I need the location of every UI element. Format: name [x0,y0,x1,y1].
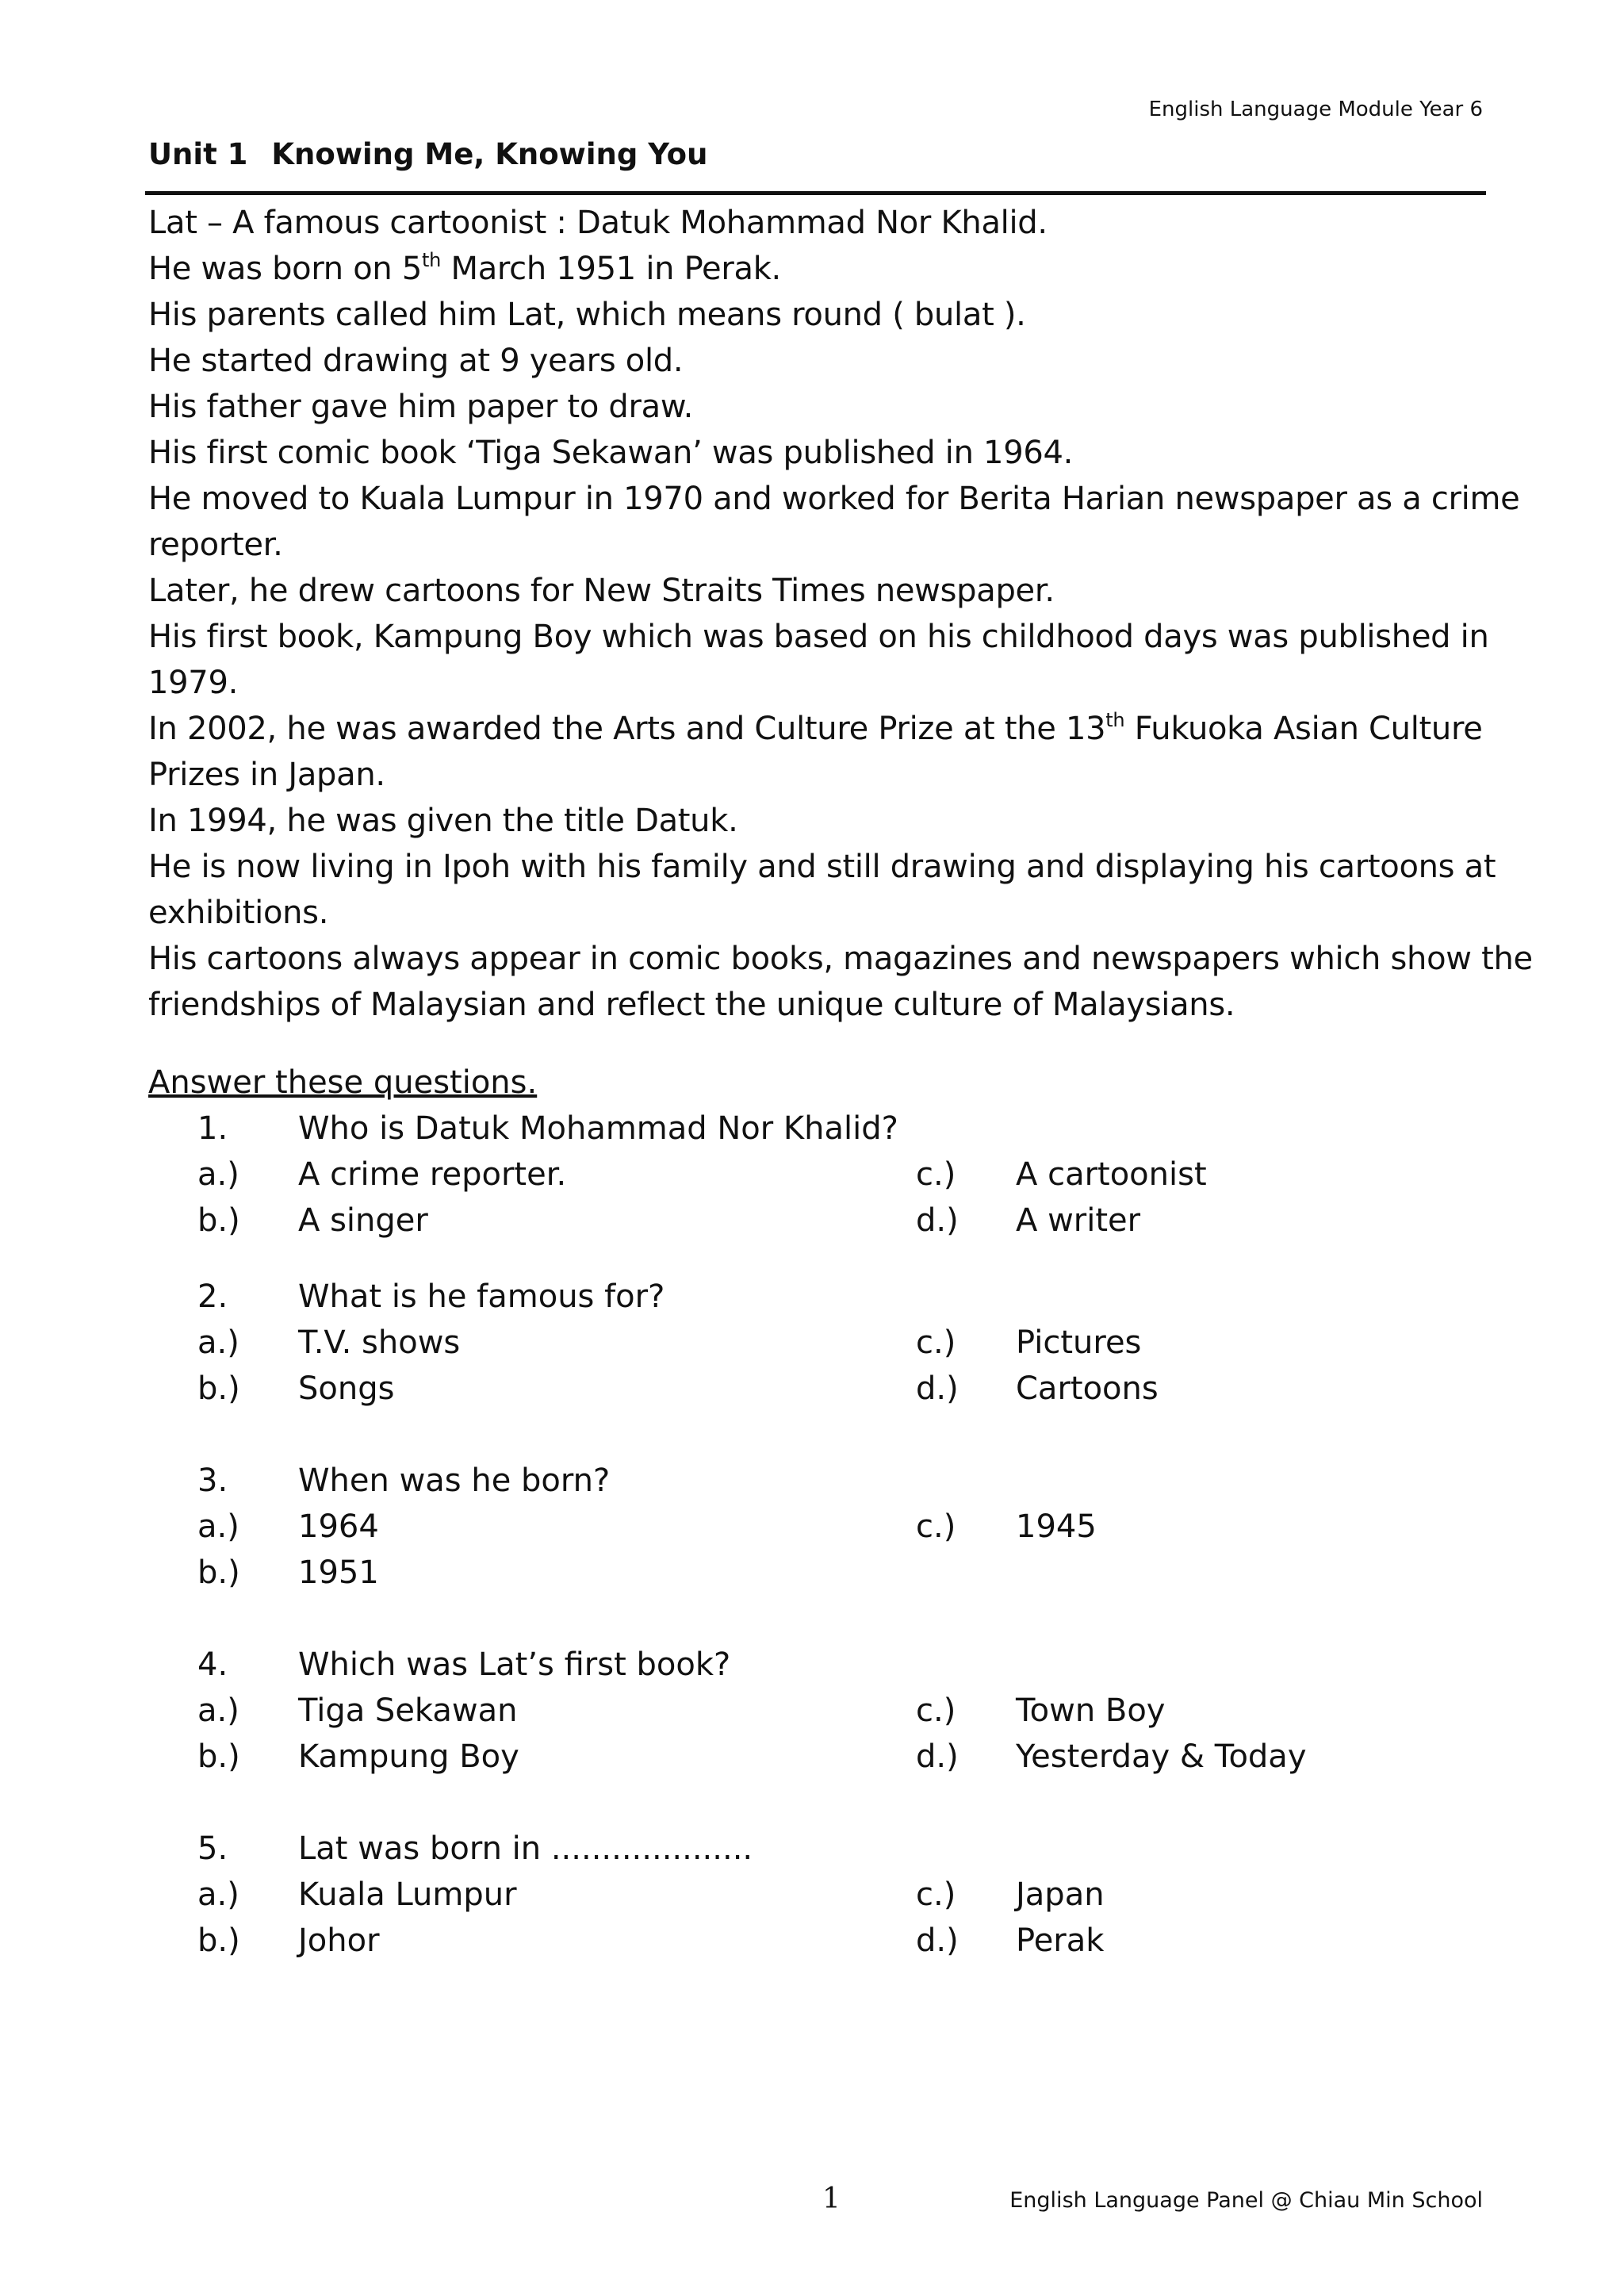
passage-text: Fukuoka Asian Culture [1124,711,1483,747]
ordinal-suffix: th [422,249,442,271]
spacer [148,1596,1496,1642]
option-label: a.) [197,1692,239,1729]
passage-line: Prizes in Japan. [148,757,385,793]
passage-line: friendships of Malaysian and reflect the unique culture of Malaysians. [148,987,1235,1023]
option-c[interactable]: Pictures [1016,1324,1142,1361]
unit-title-text: Knowing Me, Knowing You [271,137,708,171]
page-number: 1 [822,2183,841,2215]
passage-text: March 1951 in Perak. [441,251,781,287]
option-label: c.) [916,1692,956,1729]
option-label: d.) [916,1202,959,1239]
question-text: What is he famous for? [298,1278,665,1315]
option-b[interactable]: A singer [298,1202,428,1239]
question-3 [148,1458,1496,1596]
passage-line: He started drawing at 9 years old. [148,343,684,379]
option-label: b.) [197,1202,240,1239]
option-d[interactable]: Cartoons [1016,1370,1159,1407]
spacer [148,1780,1496,1826]
option-label: b.) [197,1370,240,1407]
question-text: Lat was born in .................... [298,1830,753,1867]
footer-panel-label: English Language Panel @ Chiau Min School [1009,2188,1483,2213]
option-c[interactable]: 1945 [1016,1508,1097,1545]
options-row [148,1152,1496,1198]
option-d[interactable]: A writer [1016,1202,1141,1239]
option-a[interactable]: Tiga Sekawan [298,1692,518,1729]
question-5 [148,1826,1496,1964]
options-row [148,1872,1496,1918]
passage-line: His first book, Kampung Boy which was based on his childhood days was published in [148,619,1489,655]
question-row [148,1274,1496,1320]
question-4 [148,1642,1496,1780]
option-label: a.) [197,1156,239,1193]
passage-line: Later, he drew cartoons for New Straits Times newspaper. [148,573,1055,609]
options-row [148,1734,1496,1780]
passage-text: He was born on 5 [148,251,423,287]
question-text: When was he born? [298,1462,611,1499]
passage-line: He moved to Kuala Lumpur in 1970 and worked for Berita Harian newspaper as a crime [148,481,1520,517]
passage-line: reporter. [148,527,283,563]
passage-line: exhibitions. [148,895,329,931]
passage-line: His first comic book ‘Tiga Sekawan’ was published in 1964. [148,435,1074,471]
option-label: b.) [197,1738,240,1775]
option-c[interactable]: Japan [1016,1876,1105,1913]
option-label: c.) [916,1508,956,1545]
question-row [148,1458,1496,1504]
question-text: Who is Datuk Mohammad Nor Khalid? [298,1110,898,1147]
title-divider [145,191,1486,195]
question-row [148,1106,1496,1152]
question-number: 1. [197,1110,228,1147]
option-b[interactable]: Johor [298,1922,380,1959]
module-label: English Language Module Year 6 [1148,98,1483,121]
question-2 [148,1274,1496,1412]
option-label: d.) [916,1922,959,1959]
option-label: c.) [916,1324,956,1361]
option-label: b.) [197,1554,240,1591]
passage-text: In 2002, he was awarded the Arts and Culture Prize at the 13 [148,711,1106,747]
option-label: a.) [197,1876,239,1913]
question-number: 5. [197,1830,228,1867]
option-b[interactable]: 1951 [298,1554,379,1591]
passage-line: His parents called him Lat, which means round ( bulat ). [148,297,1026,333]
option-d[interactable]: Perak [1016,1922,1105,1959]
option-b[interactable]: Songs [298,1370,395,1407]
option-b[interactable]: Kampung Boy [298,1738,519,1775]
passage-line: His cartoons always appear in comic books, magazines and newspapers which show the [148,941,1533,977]
unit-title [148,136,707,173]
option-a[interactable]: T.V. shows [298,1324,461,1361]
option-d[interactable]: Yesterday & Today [1016,1738,1307,1775]
passage-line [148,246,1496,292]
option-a[interactable]: 1964 [298,1508,379,1545]
options-row [148,1198,1496,1244]
ordinal-suffix: th [1105,709,1125,731]
question-number: 2. [197,1278,228,1315]
spacer [148,1412,1496,1458]
question-row [148,1642,1496,1688]
question-number: 3. [197,1462,228,1499]
question-1 [148,1106,1496,1244]
passage-line: 1979. [148,665,239,701]
option-label: c.) [916,1876,956,1913]
options-row [148,1366,1496,1412]
passage-line: He is now living in Ipoh with his family and still drawing and displaying his cartoons at [148,849,1496,885]
questions-instruction: Answer these questions. [148,1064,538,1101]
spacer [148,1244,1496,1274]
options-row [148,1688,1496,1734]
option-label: c.) [916,1156,956,1193]
options-row [148,1504,1496,1550]
passage-line: Lat – A famous cartoonist : Datuk Mohammad Nor Khalid. [148,205,1048,241]
question-number: 4. [197,1646,228,1683]
option-label: d.) [916,1370,959,1407]
passage-line [148,706,1496,752]
reading-passage [148,200,1533,1028]
options-row [148,1550,1496,1596]
options-row [148,1320,1496,1366]
option-c[interactable]: A cartoonist [1016,1156,1207,1193]
passage-line: His father gave him paper to draw. [148,389,694,425]
option-c[interactable]: Town Boy [1016,1692,1166,1729]
question-text: Which was Lat’s first book? [298,1646,731,1683]
question-row [148,1826,1496,1872]
questions-section [148,1060,1496,1964]
option-a[interactable]: A crime reporter. [298,1156,567,1193]
option-label: a.) [197,1508,239,1545]
unit-number: Unit 1 [148,137,248,171]
options-row [148,1918,1496,1964]
option-a[interactable]: Kuala Lumpur [298,1876,517,1913]
option-label: a.) [197,1324,239,1361]
option-label: b.) [197,1922,240,1959]
option-label: d.) [916,1738,959,1775]
passage-line: In 1994, he was given the title Datuk. [148,803,738,839]
